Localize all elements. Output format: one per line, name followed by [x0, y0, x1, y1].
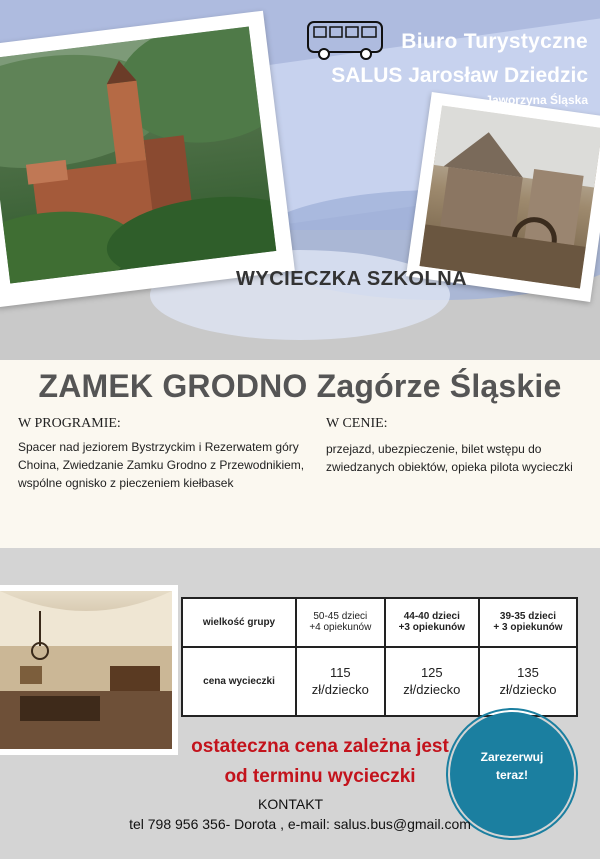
price-label: cena wycieczki — [182, 647, 296, 716]
table-row — [182, 647, 577, 716]
group-caretakers: + 3 opiekunów — [493, 622, 563, 634]
price-table — [181, 597, 578, 717]
price-amount: 115 — [329, 665, 351, 681]
agency-name-line2: SALUS Jarosław Dziedzic — [331, 64, 588, 87]
group-size: 39-35 dzieci — [499, 611, 557, 623]
header-section — [0, 0, 600, 360]
agency-name-line1: Biuro Turystyczne — [401, 30, 588, 53]
page-title: ZAMEK GRODNO Zagórze Śląskie — [38, 368, 562, 404]
table-cell — [296, 598, 385, 647]
group-size: 50-45 dzieci — [313, 611, 368, 623]
price-unit: zł/dziecko — [311, 682, 369, 698]
trip-type-label: WYCIECZKA SZKOLNA — [236, 268, 468, 290]
table-row — [182, 598, 577, 647]
castle-photo — [0, 27, 276, 284]
price-unit: zł/dziecko — [403, 682, 461, 698]
group-caretakers: +4 opiekunów — [309, 622, 372, 634]
reserve-label-line1: Zarezerwuj — [480, 750, 544, 764]
agency-city: Jaworzyna Śląska — [485, 93, 588, 107]
reserve-button-label[interactable] — [450, 748, 574, 784]
price-includes-text: przejazd, ubezpieczenie, bilet wstępu do zwiedzanych obiektów, opieka pilota wycieczki — [326, 442, 573, 474]
castle-hall-photo — [0, 591, 172, 749]
group-size-label: wielkość grupy — [182, 598, 296, 647]
price-note — [190, 732, 450, 792]
contact-info: tel 798 956 356- Dorota , e-mail: salus.bus@gmail.com — [129, 816, 471, 832]
group-caretakers: +3 opiekunów — [398, 622, 465, 634]
price-includes-heading: W CENIE: — [326, 416, 388, 431]
program-heading: W PROGRAMIE: — [18, 416, 121, 431]
reserve-label-line2: teraz! — [495, 768, 528, 782]
price-note-line1: ostateczna cena zależna jest — [191, 736, 449, 757]
table-cell — [479, 647, 577, 716]
program-section — [0, 360, 600, 548]
table-cell — [296, 647, 385, 716]
price-amount: 135 — [517, 665, 539, 681]
price-unit: zł/dziecko — [499, 682, 557, 698]
table-cell — [385, 647, 479, 716]
price-amount: 125 — [420, 665, 443, 681]
bus-icon — [306, 18, 386, 69]
price-note-line2: od terminu wycieczki — [224, 766, 416, 787]
village-photo — [420, 106, 600, 289]
hall-photo-frame — [0, 585, 178, 755]
table-cell — [385, 598, 479, 647]
table-cell — [479, 598, 577, 647]
castle-photo-frame — [0, 11, 295, 308]
contact-heading: KONTAKT — [258, 796, 324, 812]
program-text: Spacer nad jeziorem Bystrzyckim i Rezerwatem góry Choina, Zwiedzanie Zamku Grodno z Przewodnikiem, wspólne ognisko z pieczeniem kiełbasek — [18, 440, 305, 490]
group-size: 44-40 dzieci — [403, 611, 460, 623]
